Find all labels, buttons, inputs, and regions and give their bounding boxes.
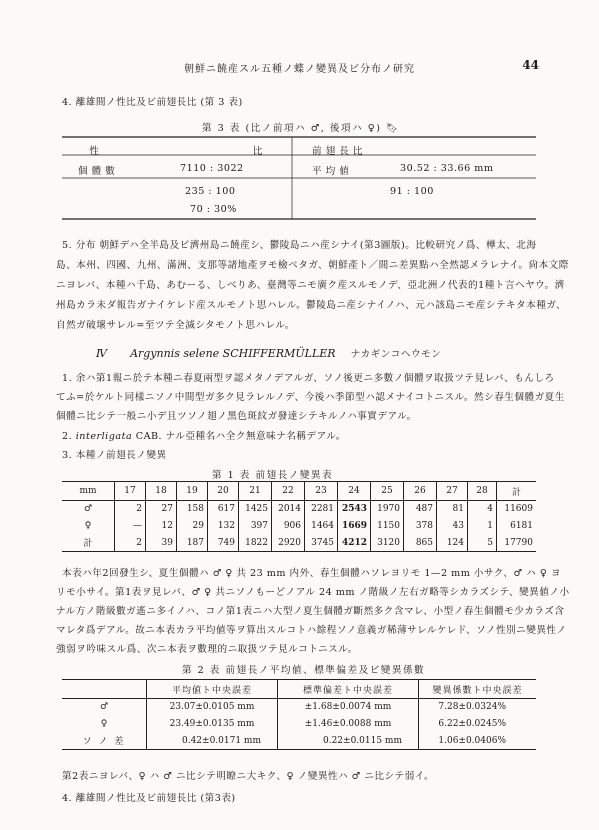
table1 bbox=[62, 481, 536, 552]
section-numeral: Ⅳ bbox=[96, 347, 107, 360]
table1-cell: — bbox=[115, 518, 146, 535]
table2-header-cell: 平均値ト中央誤差 bbox=[147, 680, 278, 699]
table1-header-cell: 計 bbox=[497, 482, 537, 501]
table2-cell: 0.22±0.0115 mm bbox=[278, 733, 419, 750]
seasonal-form-paragraph-line-3: 個體ニ比シテ一般ニ小デ且ツソノ翅ノ黑色斑紋ガ發達シテキルノハ事實デアル。 bbox=[56, 411, 417, 422]
table2-discussion: 第2表ニヨレバ、♀ ハ ♂ ニ比シテ明瞭ニ大キク、♀ ノ變異性ハ ♂ ニ比シテ弱イ。 bbox=[62, 771, 435, 782]
table1-header-cell: 22 bbox=[272, 482, 305, 501]
variation-heading: 3. 本種ノ前翅長ノ變異 bbox=[62, 450, 167, 461]
table1-header-cell: 24 bbox=[338, 482, 371, 501]
table2-caption: 第 2 表 前翅長ノ平均値、標準偏差及ビ變異係數 bbox=[182, 665, 426, 676]
distribution-paragraph-line-3: ニヨレバ、本種ハ千島、あむーる、しべりあ、臺灣等ニモ廣ク産スルモノデ、亞北洲ノ代表的1種ト言ヘヤウ。濟 bbox=[56, 280, 565, 291]
table1-cell: 749 bbox=[208, 535, 239, 552]
table3-header-right: 前 翅 長 比 bbox=[312, 146, 364, 157]
table1-header-cell: 23 bbox=[305, 482, 338, 501]
table1-cell: 2543 bbox=[338, 501, 371, 518]
page-number: 44 bbox=[522, 58, 539, 72]
table1-header-cell: 19 bbox=[177, 482, 208, 501]
table2-cell: 0.42±0.0171 mm bbox=[147, 733, 278, 750]
table1-cell: 1822 bbox=[239, 535, 272, 552]
table1-cell: 計 bbox=[83, 539, 93, 550]
table-row bbox=[62, 518, 536, 535]
table1-discussion-line-2: リモ小サイ。第1表ヲ見レバ、♂ ♀ 共ニソノもーどノアル 24 mm ノ階級ノ左右ガ略等シカラズシテ、變異値ノ小 bbox=[56, 587, 570, 598]
table1-cell: 29 bbox=[177, 518, 208, 535]
table1-cell: 158 bbox=[177, 501, 208, 518]
table1-cell: 43 bbox=[437, 518, 468, 535]
table1-cell: 617 bbox=[208, 501, 239, 518]
table2-cell: 7.28±0.0324% bbox=[419, 699, 537, 716]
running-header: 朝鮮ニ饒産スル五種ノ蝶ノ變異及ビ分布ノ研究 bbox=[184, 64, 415, 75]
table2-header-cell: 標準偏差ト中央誤差 bbox=[278, 680, 419, 699]
table1-cell: 1970 bbox=[371, 501, 404, 518]
table3-value-count: 7110 : 3022 bbox=[180, 163, 244, 174]
table1-cell: ♂ bbox=[83, 504, 93, 515]
table3-label-count: 個 體 數 bbox=[78, 166, 116, 177]
table3-value-mean: 30.52 : 33.66 mm bbox=[400, 163, 494, 174]
table-row bbox=[62, 733, 536, 750]
table1-header-cell: 21 bbox=[239, 482, 272, 501]
table1-cell: 2281 bbox=[305, 501, 338, 518]
table3-caption: 第 3 表 (比ノ前項ハ ♂, 後項ハ ♀) 🔖︎ bbox=[202, 123, 400, 134]
table1-header-cell: mm bbox=[79, 486, 97, 496]
section-heading-sex-ratio-repeat: 4. 離雄間ノ性比及ビ前翅長比 (第3表) bbox=[62, 793, 236, 804]
table2-cell: ±1.68±0.0074 mm bbox=[278, 699, 419, 716]
table2 bbox=[62, 679, 536, 750]
table2-cell: ±1.46±0.0088 mm bbox=[278, 716, 419, 733]
table3-percent-left: 70 : 30% bbox=[190, 204, 237, 215]
table1-cell: 487 bbox=[404, 501, 437, 518]
table1-cell: 1669 bbox=[338, 518, 371, 535]
table1-cell: 81 bbox=[437, 501, 468, 518]
table1-discussion-line-1: 本表ハ年2回發生シ、夏生個體ハ ♂ ♀ 共 23 mm 内外、春生個體ハソレヨリモ 1—2 mm 小サク、♂ ハ ♀ ヨ bbox=[62, 568, 561, 579]
table1-header-cell: 25 bbox=[371, 482, 404, 501]
table1-header-cell: 28 bbox=[468, 482, 497, 501]
table1-discussion-line-3: ナル方ノ階級數ガ遙ニ多イノハ、コノ第1表ニハ大型ノ夏生個體ガ斷然多ク含マレ、小型ノ春生個體モ少カラズ含 bbox=[56, 606, 565, 617]
table1-cell: 1 bbox=[468, 518, 497, 535]
table1-cell: 4212 bbox=[338, 535, 371, 552]
book-glyph-icon: 🔖︎ bbox=[386, 123, 400, 134]
table-row bbox=[62, 535, 536, 552]
section-heading-sex-ratio: 4. 離雄間ノ性比及ビ前翅長比 (第 3 表) bbox=[62, 97, 243, 108]
seasonal-form-paragraph-line-2: てふ=於ケルト同樣ニソノ中間型ガ多ク見ラレルノデ、今後ハ季節型ハ認メナイコトニスル。然シ春生個體ガ夏生 bbox=[56, 392, 565, 403]
table1-cell: 1150 bbox=[371, 518, 404, 535]
distribution-paragraph-line-1: 5. 分布 朝鮮デハ全半島及ビ濟州島ニ饒産シ、鬱陵島ニハ産シナイ(第3圖版)。比較研究ノ爲、樺太、北海 bbox=[62, 240, 537, 251]
table1-cell: 1464 bbox=[305, 518, 338, 535]
table1-header-cell: 18 bbox=[146, 482, 177, 501]
species-japanese-name: ナカギンコヘウモン bbox=[350, 349, 442, 360]
table1-cell: 2 bbox=[115, 535, 146, 552]
table3-header-left: 性 比 bbox=[89, 146, 263, 157]
table1-cell: 6181 bbox=[497, 518, 537, 535]
table3-ratio-left: 235 : 100 bbox=[185, 186, 236, 197]
table1-cell: 2920 bbox=[272, 535, 305, 552]
table1-cell: 865 bbox=[404, 535, 437, 552]
table1-header-cell: 26 bbox=[404, 482, 437, 501]
table3-label-mean: 平 均 値 bbox=[312, 166, 350, 177]
table-row bbox=[62, 699, 536, 716]
table-row bbox=[62, 716, 536, 733]
table1-cell: 2014 bbox=[272, 501, 305, 518]
table1-cell: ♀ bbox=[84, 521, 92, 531]
table1-cell: 1425 bbox=[239, 501, 272, 518]
table1-cell: 17790 bbox=[497, 535, 537, 552]
table1-cell: 39 bbox=[146, 535, 177, 552]
table1-header-cell: 17 bbox=[115, 482, 146, 501]
table1-cell: 3745 bbox=[305, 535, 338, 552]
distribution-paragraph-line-2: 島、本州、四國、九州、滿洲、支那等諸地產ヲモ檢ベタガ、朝鮮產ト／間ニ差異點ハ全然認メラレナイ。尙本文際 bbox=[56, 260, 569, 271]
table1-cell: 3120 bbox=[371, 535, 404, 552]
species-section-title bbox=[96, 342, 441, 361]
table2-header-cell: 變異係數ト中央誤差 bbox=[419, 680, 537, 699]
table3-ratio-right: 91 : 100 bbox=[390, 186, 434, 197]
table2-cell: 23.07±0.0105 mm bbox=[147, 699, 278, 716]
table1-cell: 5 bbox=[468, 535, 497, 552]
subspecies-note: 2. interligata CAB. ナル亞種名ハ全ク無意味ナ名稱デアル。 bbox=[62, 431, 346, 442]
table2-cell: ♀ bbox=[100, 719, 108, 729]
seasonal-form-paragraph-line-1: 1. 余ハ第1報ニ於テ本種ニ春夏兩型ヲ認メタノデアルガ、ソノ後更ニ多數ノ個體ヲ取扱ツテ見レバ、もんしろ bbox=[62, 373, 555, 384]
table1-cell: 11609 bbox=[497, 501, 537, 518]
table-row bbox=[62, 501, 536, 518]
table2-cell: 1.06±0.0406% bbox=[419, 733, 537, 750]
table1-header-cell: 20 bbox=[208, 482, 239, 501]
table1-cell: 2 bbox=[115, 501, 146, 518]
table1-cell: 187 bbox=[177, 535, 208, 552]
distribution-paragraph-line-5: 自然ガ破壞サレル=至ツテ全滅シタモノト思ハレル。 bbox=[56, 320, 295, 331]
table1-cell: 378 bbox=[404, 518, 437, 535]
table1-header-cell: 27 bbox=[437, 482, 468, 501]
table1-cell: 132 bbox=[208, 518, 239, 535]
table2-header-row bbox=[62, 680, 536, 699]
distribution-paragraph-line-4: 州島カラ未ダ報告ガナイケレド産スルモノト思ハレル。鬱陵島ニ産シナイノハ、元ハ該島ニモ産シテキタ本種ガ、 bbox=[56, 300, 567, 311]
table1-cell: 124 bbox=[437, 535, 468, 552]
table1-cell: 397 bbox=[239, 518, 272, 535]
table1-cell: 27 bbox=[146, 501, 177, 518]
table1-caption: 第 1 表 前翅長ノ變異表 bbox=[212, 470, 334, 481]
table1-header-row bbox=[62, 482, 536, 501]
table2-cell: 6.22±0.0245% bbox=[419, 716, 537, 733]
species-latin-name: Argynnis selene SCHIFFERMÜLLER bbox=[130, 347, 336, 360]
table2-cell: 23.49±0.0135 mm bbox=[147, 716, 278, 733]
table1-cell: 4 bbox=[468, 501, 497, 518]
table1-discussion-line-5: 強弱ヲ吟味スル爲、次ニ本表ヲ數理的ニ取扱ツテ見ルコトニスル。 bbox=[56, 644, 358, 655]
table1-cell: 12 bbox=[146, 518, 177, 535]
table2-cell: ソ ノ 差 bbox=[82, 737, 126, 748]
table2-cell: ♂ bbox=[99, 702, 109, 713]
table1-cell: 906 bbox=[272, 518, 305, 535]
table1-discussion-line-4: マレタ爲デアル。故ニ本表カラ平均値等ヲ算出スルコトハ餘程ソノ意義ガ稀薄サレルケレド、ソノ性別ニ變異性ノ bbox=[56, 625, 567, 636]
table2-corner-cell bbox=[62, 680, 147, 699]
